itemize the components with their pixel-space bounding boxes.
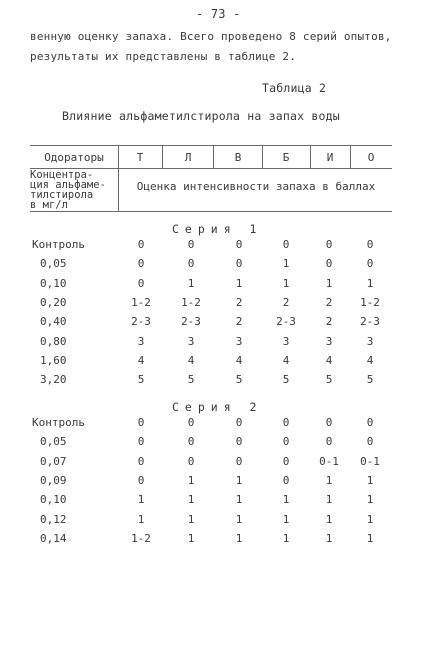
row-concentration-label: Контроль — [32, 238, 85, 251]
table-cell: 3 — [366, 335, 374, 348]
table-cell: 5 — [137, 373, 145, 386]
table-cell: 0 — [282, 474, 290, 487]
table-cell: 1-2 — [131, 532, 151, 545]
table-cell: 0 — [235, 416, 243, 429]
table-cell: 5 — [235, 373, 243, 386]
table-cell: 1 — [235, 513, 243, 526]
table-cell: 0 — [325, 416, 333, 429]
table-cell: 5 — [187, 373, 195, 386]
table-cell: 0 — [366, 257, 374, 270]
table-cell: 1-2 — [131, 296, 151, 309]
table-cell: 2 — [235, 315, 243, 328]
table-cell: 0 — [235, 455, 243, 468]
column-header-v: В — [234, 151, 242, 164]
paragraph-line-2: результаты их представлены в таблице 2. — [30, 50, 297, 63]
table-cell: 0 — [137, 257, 145, 270]
table-cell: 2 — [282, 296, 290, 309]
table-cell: 0 — [137, 277, 145, 290]
table-title: Влияние альфаметилстирола на запах воды — [62, 109, 340, 123]
table-cell: 1 — [282, 513, 290, 526]
table-cell: 1 — [325, 513, 333, 526]
table-cell: 3 — [187, 335, 195, 348]
table-cell: 1 — [282, 257, 290, 270]
row-concentration-label: 3,20 — [40, 373, 67, 386]
table-cell: 1 — [366, 532, 374, 545]
series-title: Серия 2 — [172, 400, 263, 414]
table-cell: 1 — [187, 277, 195, 290]
row-concentration-label: 0,14 — [40, 532, 67, 545]
row-concentration-label: 0,10 — [40, 277, 67, 290]
series-title: Серия 1 — [172, 222, 263, 236]
table-cell: 0 — [325, 238, 333, 251]
table-cell: 1 — [282, 277, 290, 290]
table-cell: 0 — [187, 416, 195, 429]
table-cell: 0 — [366, 238, 374, 251]
header-concentration-line-2: ция альфаме- — [30, 179, 106, 191]
table-cell: 0 — [282, 238, 290, 251]
table-cell: 1 — [282, 493, 290, 506]
header-concentration-line-3: тилстирола — [30, 189, 94, 201]
table-cell: 4 — [187, 354, 195, 367]
table-cell: 1 — [325, 532, 333, 545]
table-cell: 1 — [366, 277, 374, 290]
table-cell: 0 — [282, 416, 290, 429]
table-cell: 1 — [325, 493, 333, 506]
header-concentration-line-1: Концентра- — [30, 169, 94, 181]
row-concentration-label: 0,05 — [40, 435, 67, 448]
row-concentration-label: 0,20 — [40, 296, 67, 309]
header-column-divider — [118, 145, 119, 211]
table-cell: 1-2 — [360, 296, 380, 309]
table-caption: Таблица 2 — [262, 81, 327, 95]
table-cell: 2-3 — [276, 315, 296, 328]
table-cell: 1 — [282, 532, 290, 545]
page-number: - 73 - — [196, 7, 241, 21]
table-cell: 0 — [235, 238, 243, 251]
table-cell: 1 — [366, 513, 374, 526]
table-cell: 5 — [366, 373, 374, 386]
table-cell: 1 — [235, 277, 243, 290]
table-cell: 2-3 — [360, 315, 380, 328]
header-concentration-line-4: в мг/л — [30, 199, 68, 211]
row-concentration-label: 1,60 — [40, 354, 67, 367]
column-header-b: Б — [282, 151, 290, 164]
table-cell: 1 — [187, 474, 195, 487]
table-cell: 0 — [282, 455, 290, 468]
table-cell: 4 — [366, 354, 374, 367]
table-cell: 1 — [325, 474, 333, 487]
table-cell: 1 — [187, 493, 195, 506]
row-concentration-label: 0,12 — [40, 513, 67, 526]
table-cell: 2-3 — [181, 315, 201, 328]
table-cell: 1 — [187, 532, 195, 545]
table-cell: 0 — [137, 435, 145, 448]
table-cell: 4 — [282, 354, 290, 367]
table-cell: 0 — [366, 416, 374, 429]
column-divider-3 — [262, 145, 263, 168]
table-cell: 3 — [282, 335, 290, 348]
row-concentration-label: Контроль — [32, 416, 85, 429]
table-cell: 1 — [137, 493, 145, 506]
paragraph-line-1: венную оценку запаха. Всего проведено 8 серий опытов, — [30, 30, 392, 43]
row-concentration-label: 0,09 — [40, 474, 67, 487]
table-cell: 3 — [235, 335, 243, 348]
table-cell: 4 — [235, 354, 243, 367]
column-header-i: И — [326, 151, 334, 164]
column-divider-5 — [350, 145, 351, 168]
column-header-t: Т — [136, 151, 144, 164]
table-cell: 1 — [366, 493, 374, 506]
header-bottom-border — [30, 211, 392, 212]
table-cell: 4 — [137, 354, 145, 367]
table-cell: 0 — [137, 416, 145, 429]
table-cell: 3 — [325, 335, 333, 348]
table-cell: 0 — [137, 238, 145, 251]
header-odorators: Одораторы — [44, 151, 104, 164]
column-divider-1 — [162, 145, 163, 168]
table-cell: 0 — [235, 257, 243, 270]
table-cell: 3 — [137, 335, 145, 348]
table-cell: 0 — [325, 435, 333, 448]
table-cell: 0 — [282, 435, 290, 448]
table-cell: 2 — [325, 315, 333, 328]
table-cell: 0 — [187, 435, 195, 448]
header-assessment: Оценка интенсивности запаха в баллах — [136, 180, 376, 193]
row-concentration-label: 0,10 — [40, 493, 67, 506]
row-concentration-label: 0,05 — [40, 257, 67, 270]
table-cell: 1 — [235, 493, 243, 506]
row-concentration-label: 0,40 — [40, 315, 67, 328]
row-concentration-label: 0,07 — [40, 455, 67, 468]
table-cell: 0 — [187, 238, 195, 251]
column-divider-2 — [213, 145, 214, 168]
table-cell: 2 — [235, 296, 243, 309]
table-cell: 5 — [325, 373, 333, 386]
table-cell: 1 — [235, 474, 243, 487]
table-cell: 0-1 — [319, 455, 339, 468]
table-cell: 4 — [325, 354, 333, 367]
row-concentration-label: 0,80 — [40, 335, 67, 348]
table-cell: 1 — [235, 532, 243, 545]
table-cell: 2-3 — [131, 315, 151, 328]
table-cell: 0 — [137, 474, 145, 487]
table-cell: 0 — [235, 435, 243, 448]
table-cell: 0 — [137, 455, 145, 468]
table-cell: 1 — [187, 513, 195, 526]
table-cell: 1-2 — [181, 296, 201, 309]
column-header-l: Л — [184, 151, 192, 164]
table-cell: 0 — [187, 257, 195, 270]
table-cell: 2 — [325, 296, 333, 309]
table-cell: 1 — [366, 474, 374, 487]
table-top-border — [30, 145, 392, 146]
table-cell: 0 — [187, 455, 195, 468]
table-cell: 5 — [282, 373, 290, 386]
column-divider-4 — [310, 145, 311, 168]
table-cell: 1 — [325, 277, 333, 290]
column-header-o: О — [367, 151, 375, 164]
table-cell: 0 — [366, 435, 374, 448]
table-cell: 0-1 — [360, 455, 380, 468]
table-cell: 1 — [137, 513, 145, 526]
table-cell: 0 — [325, 257, 333, 270]
